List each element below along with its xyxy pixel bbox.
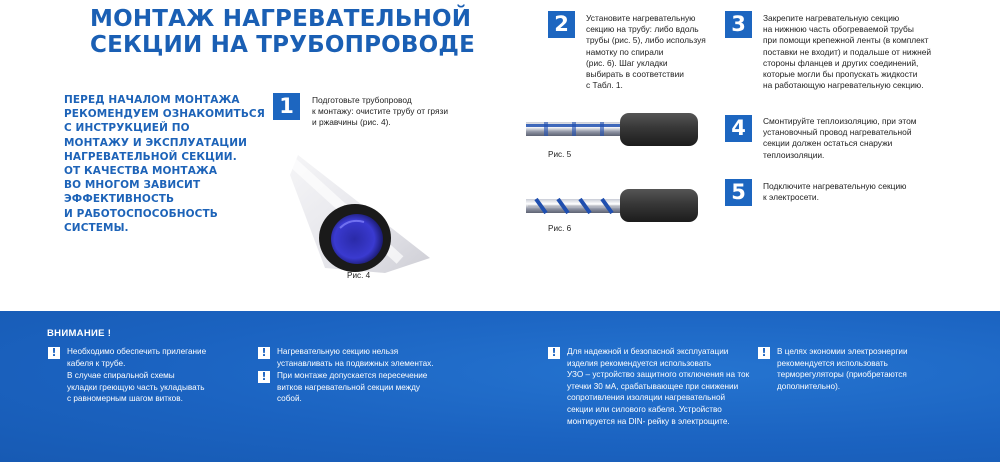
step-1-number: 1 <box>273 93 300 120</box>
warning-line: сопротивления изоляции нагревательной <box>567 393 726 403</box>
warning-line: Необходимо обеспечить прилегание <box>67 347 207 356</box>
warning-line: укладки греющую часть укладывать <box>67 382 205 392</box>
title-line-2: СЕКЦИИ НА ТРУБОПРОВОДЕ <box>90 32 475 58</box>
step-text-line: поставки не входит) и подальше от нижней <box>763 46 932 57</box>
step-text-line: на нижнюю часть обогреваемой трубы <box>763 24 914 35</box>
warning-line: секции или силового кабеля. Устройство <box>567 404 722 414</box>
warning-line: терморегуляторы (приобретаются <box>777 370 907 380</box>
warning-item-6 <box>777 346 908 392</box>
intro-line: СИСТЕМЫ. <box>64 221 129 234</box>
warning-line: с равномерным шагом витков. <box>67 394 183 404</box>
step-5-number: 5 <box>725 179 752 206</box>
warning-item-2 <box>67 370 205 405</box>
step-4-text <box>763 116 917 161</box>
step-text-line: Закрепите нагревательную секцию <box>763 13 900 23</box>
warning-line: изделия рекомендуется использовать <box>567 358 712 368</box>
step-text-line: установочный провод нагревательной <box>763 127 912 138</box>
title-line-1: МОНТАЖ НАГРЕВАТЕЛЬНОЙ <box>90 6 472 32</box>
pipe-straight-cable-illustration <box>522 110 702 150</box>
warning-item-3 <box>277 346 434 369</box>
exclamation-icon: ! <box>258 371 270 383</box>
step-text-line: и ржавчины (рис. 4). <box>312 117 391 128</box>
exclamation-icon: ! <box>758 347 770 359</box>
warning-line: монтируется на DIN- рейку в электрощите. <box>567 416 730 426</box>
intro-text <box>64 93 264 235</box>
step-3-number: 3 <box>725 11 752 38</box>
warning-line: В случае спиральной схемы <box>67 371 175 380</box>
intro-line: ОТ КАЧЕСТВА МОНТАЖА <box>64 165 218 178</box>
warning-line: собой. <box>277 394 302 404</box>
warning-line: При монтаже допускается пересечение <box>277 371 428 380</box>
warning-line: УЗО – устройство защитного отключения на ток <box>567 370 750 380</box>
step-text-line: Подключите нагревательную секцию <box>763 181 907 191</box>
step-5-text <box>763 181 906 203</box>
step-text-line: теплоизоляции. <box>763 149 825 160</box>
warning-line: Для надежной и безопасной эксплуатации <box>567 347 729 356</box>
step-text-line: к монтажу: очистите трубу от грязи <box>312 106 449 117</box>
step-text-line: на работающую нагревательную секцию. <box>763 80 924 91</box>
warning-line: утечки 30 мА, срабатывающее при снижении <box>567 381 739 391</box>
warning-item-1 <box>67 346 206 369</box>
step-text-line: секции должен остаться снаружи <box>763 138 893 149</box>
step-text-line: при помощи крепежной ленты (в комплект <box>763 35 929 46</box>
warning-line: В целях экономии электроэнергии <box>777 347 908 356</box>
step-text-line: трубы (рис. 5), либо используя <box>586 35 706 46</box>
page-title <box>90 6 475 58</box>
warning-line: Нагревательную секцию нельзя <box>277 347 399 356</box>
figure-6-caption: Рис. 6 <box>548 224 572 233</box>
step-3-text <box>763 13 931 91</box>
intro-line: НАГРЕВАТЕЛЬНОЙ СЕКЦИИ. <box>64 150 237 163</box>
step-text-line: (рис. 6). Шаг укладки <box>586 57 668 68</box>
exclamation-icon: ! <box>48 347 60 359</box>
warning-line: витков нагревательной секции между <box>277 382 421 392</box>
intro-line: РЕКОМЕНДУЕМ ОЗНАКОМИТЬСЯ <box>64 108 265 121</box>
step-text-line: к электросети. <box>763 192 819 203</box>
step-text-line: Установите нагревательную <box>586 13 696 23</box>
step-2-number: 2 <box>548 11 575 38</box>
step-text-line: намотку по спирали <box>586 46 664 57</box>
intro-line: ВО МНОГОМ ЗАВИСИТ <box>64 179 201 192</box>
step-text-line: секцию на трубу: либо вдоль <box>586 24 699 35</box>
intro-line: ЭФФЕКТИВНОСТЬ <box>64 193 175 206</box>
pipe-spiral-cable-illustration <box>522 185 702 225</box>
step-2-text <box>586 13 706 91</box>
intro-line: МОНТАЖУ И ЭКСПЛУАТАЦИИ <box>64 136 248 149</box>
warning-title: ВНИМАНИЕ ! <box>47 328 112 339</box>
step-text-line: стороны фланцев и других соединений, <box>763 57 919 68</box>
pipe-illustration <box>280 140 440 275</box>
step-text-line: с Табл. 1. <box>586 80 623 91</box>
exclamation-icon: ! <box>258 347 270 359</box>
figure-4-caption: Рис. 4 <box>347 271 371 280</box>
warning-item-4 <box>277 370 427 405</box>
step-text-line: Подготовьте трубопровод <box>312 95 412 105</box>
warning-line: устанавливать на подвижных элементах. <box>277 358 434 368</box>
step-text-line: Смонтируйте теплоизоляцию, при этом <box>763 116 917 126</box>
step-1-text <box>312 95 448 129</box>
warning-item-5 <box>567 346 749 427</box>
intro-line: С ИНСТРУКЦИЕЙ ПО <box>64 122 190 135</box>
figure-5-caption: Рис. 5 <box>548 150 572 159</box>
exclamation-icon: ! <box>548 347 560 359</box>
intro-line: ПЕРЕД НАЧАЛОМ МОНТАЖА <box>64 94 240 106</box>
step-text-line: которые могли бы пропускать жидкости <box>763 69 918 80</box>
warning-line: рекомендуется использовать <box>777 358 888 368</box>
warning-line: кабеля к трубе. <box>67 358 126 368</box>
intro-line: И РАБОТОСПОСОБНОСТЬ <box>64 207 218 220</box>
warning-line: дополнительно). <box>777 381 841 391</box>
step-4-number: 4 <box>725 115 752 142</box>
step-text-line: выбирать в соответствии <box>586 69 684 80</box>
